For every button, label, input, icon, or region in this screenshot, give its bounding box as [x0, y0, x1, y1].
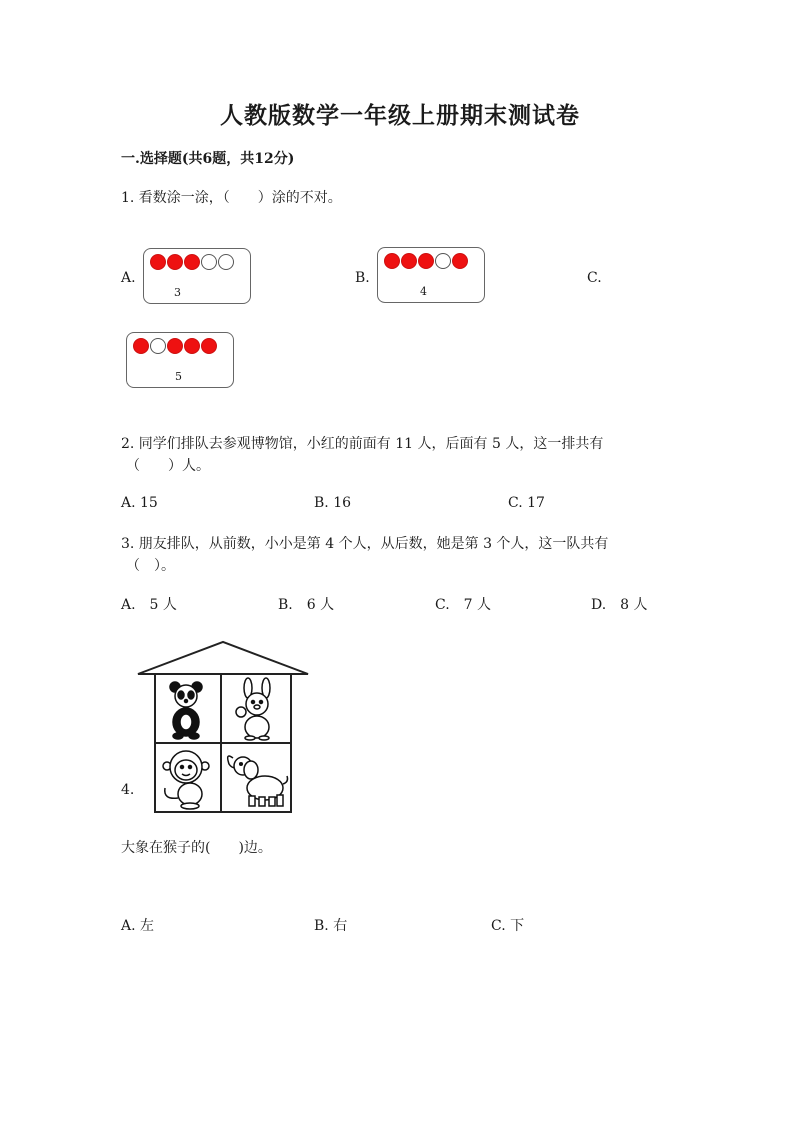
q1-option-a-label[interactable]: A.: [121, 270, 136, 286]
q1-option-c-box[interactable]: [126, 332, 234, 388]
q3-option-d[interactable]: D. 8 人: [591, 597, 648, 613]
question-3-line2: （ ）。: [126, 558, 175, 574]
q1-option-a-number: 3: [174, 286, 181, 299]
q2-option-c[interactable]: C. 17: [508, 495, 545, 511]
elephant-icon: [228, 756, 288, 806]
rabbit-icon: [236, 678, 270, 740]
question-1-text: 1. 看数涂一涂，（ ）涂的不对。: [121, 190, 342, 206]
q1-option-c-label[interactable]: C.: [587, 270, 602, 286]
page-title: 人教版数学一年级上册期末测试卷: [220, 102, 580, 129]
q1-option-b-dots: [384, 253, 468, 269]
q1-option-b-number: 4: [420, 285, 427, 298]
counting-dot-4: [184, 338, 200, 354]
counting-dot-2: [401, 253, 417, 269]
q2-option-b[interactable]: B. 16: [314, 495, 352, 511]
q1-option-a-dots: [150, 254, 234, 270]
counting-dot-1: [133, 338, 149, 354]
q1-option-c-number: 5: [175, 370, 182, 383]
counting-dot-4: [435, 253, 451, 269]
monkey-icon: [163, 751, 209, 809]
counting-dot-2: [150, 338, 166, 354]
q3-option-a[interactable]: A. 5 人: [121, 597, 177, 613]
q3-option-c[interactable]: C. 7 人: [435, 597, 492, 613]
q3-option-b[interactable]: B. 6 人: [278, 597, 335, 613]
counting-dot-5: [201, 338, 217, 354]
counting-dot-1: [384, 253, 400, 269]
q2-option-a[interactable]: A. 15: [121, 495, 158, 511]
q4-option-a[interactable]: A. 左: [121, 918, 155, 934]
animal-house-illustration: [137, 640, 309, 815]
question-4-number: 4.: [121, 782, 135, 798]
q4-option-b[interactable]: B. 右: [314, 918, 348, 934]
counting-dot-5: [218, 254, 234, 270]
question-3-line1: 3. 朋友排队，从前数，小小是第 4 个人，从后数，她是第 3 个人，这一队共有: [121, 536, 609, 552]
house-roof-icon: [138, 642, 308, 674]
counting-dot-1: [150, 254, 166, 270]
counting-dot-2: [167, 254, 183, 270]
q4-option-c[interactable]: C. 下: [491, 918, 525, 934]
counting-dot-5: [452, 253, 468, 269]
counting-dot-3: [184, 254, 200, 270]
counting-dot-4: [201, 254, 217, 270]
q1-option-b-label[interactable]: B.: [355, 270, 370, 286]
panda-icon: [170, 682, 202, 739]
q1-option-a-box[interactable]: [143, 248, 251, 304]
q1-option-b-box[interactable]: [377, 247, 485, 303]
question-4-text: 大象在猴子的( )边。: [121, 840, 272, 856]
counting-dot-3: [167, 338, 183, 354]
counting-dot-3: [418, 253, 434, 269]
question-2-line2: （ ）人。: [126, 458, 210, 474]
section-heading: 一.选择题(共6题，共12分): [121, 151, 295, 167]
q1-option-c-dots: [133, 338, 217, 354]
question-2-line1: 2. 同学们排队去参观博物馆，小红的前面有 11 人，后面有 5 人，这一排共有: [121, 436, 604, 452]
